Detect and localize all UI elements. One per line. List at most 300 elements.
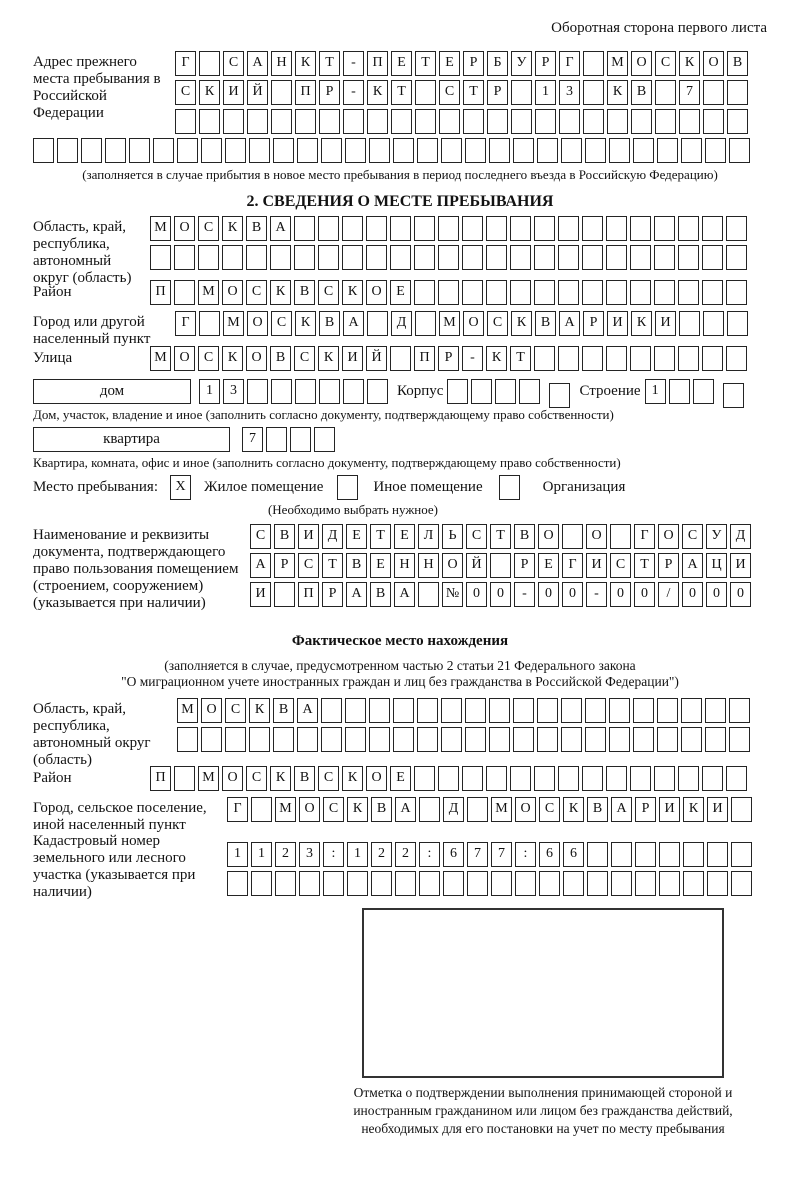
- char-box[interactable]: [323, 871, 344, 896]
- char-box[interactable]: Г: [175, 311, 196, 336]
- char-box[interactable]: [295, 379, 316, 404]
- char-box[interactable]: [606, 766, 627, 791]
- char-box[interactable]: [607, 109, 628, 134]
- char-box[interactable]: А: [346, 582, 367, 607]
- char-box[interactable]: [367, 379, 388, 404]
- char-box[interactable]: И: [298, 524, 319, 549]
- char-box[interactable]: М: [439, 311, 460, 336]
- char-box[interactable]: [606, 346, 627, 371]
- char-box[interactable]: Е: [439, 51, 460, 76]
- char-box[interactable]: [705, 727, 726, 752]
- char-box[interactable]: [702, 766, 723, 791]
- char-box[interactable]: К: [563, 797, 584, 822]
- char-box[interactable]: [225, 138, 246, 163]
- char-box[interactable]: [534, 280, 555, 305]
- char-box[interactable]: №: [442, 582, 463, 607]
- char-box[interactable]: К: [270, 766, 291, 791]
- char-box[interactable]: [447, 379, 468, 404]
- char-box[interactable]: [177, 727, 198, 752]
- char-box[interactable]: С: [466, 524, 487, 549]
- char-box[interactable]: 1: [227, 842, 248, 867]
- char-box[interactable]: [371, 871, 392, 896]
- char-box[interactable]: К: [347, 797, 368, 822]
- char-box[interactable]: 7: [242, 427, 263, 452]
- char-box[interactable]: [438, 245, 459, 270]
- char-box[interactable]: [249, 727, 270, 752]
- char-box[interactable]: С: [198, 216, 219, 241]
- char-box[interactable]: И: [659, 797, 680, 822]
- char-box[interactable]: [266, 427, 287, 452]
- char-box[interactable]: А: [395, 797, 416, 822]
- char-box[interactable]: [582, 216, 603, 241]
- char-box[interactable]: [415, 109, 436, 134]
- char-box[interactable]: [609, 698, 630, 723]
- char-box[interactable]: [659, 842, 680, 867]
- char-box[interactable]: [465, 138, 486, 163]
- char-box[interactable]: [414, 766, 435, 791]
- char-box[interactable]: Е: [391, 51, 412, 76]
- char-box[interactable]: [486, 216, 507, 241]
- char-box[interactable]: Т: [510, 346, 531, 371]
- char-box[interactable]: Й: [247, 80, 268, 105]
- char-box[interactable]: [489, 698, 510, 723]
- char-box[interactable]: [510, 245, 531, 270]
- char-box[interactable]: [678, 216, 699, 241]
- char-box[interactable]: С: [246, 766, 267, 791]
- char-box[interactable]: [367, 311, 388, 336]
- char-box[interactable]: С: [223, 51, 244, 76]
- char-box[interactable]: М: [223, 311, 244, 336]
- char-box[interactable]: К: [222, 216, 243, 241]
- char-box[interactable]: К: [249, 698, 270, 723]
- char-box[interactable]: [343, 379, 364, 404]
- char-box[interactable]: [314, 427, 335, 452]
- char-box[interactable]: О: [174, 346, 195, 371]
- char-box[interactable]: [562, 524, 583, 549]
- char-box[interactable]: [417, 698, 438, 723]
- char-box[interactable]: Р: [463, 51, 484, 76]
- char-box[interactable]: Е: [538, 553, 559, 578]
- char-box[interactable]: :: [323, 842, 344, 867]
- char-box[interactable]: В: [274, 524, 295, 549]
- checkbox-residential[interactable]: X: [170, 475, 191, 500]
- char-box[interactable]: [419, 871, 440, 896]
- char-box[interactable]: [657, 727, 678, 752]
- char-box[interactable]: Г: [634, 524, 655, 549]
- char-box[interactable]: :: [515, 842, 536, 867]
- char-box[interactable]: [702, 346, 723, 371]
- char-box[interactable]: [513, 727, 534, 752]
- char-box[interactable]: [390, 346, 411, 371]
- char-box[interactable]: К: [199, 80, 220, 105]
- char-box[interactable]: [681, 138, 702, 163]
- char-box[interactable]: [727, 311, 748, 336]
- char-box[interactable]: [369, 727, 390, 752]
- char-box[interactable]: О: [442, 553, 463, 578]
- char-box[interactable]: 0: [634, 582, 655, 607]
- char-box[interactable]: [489, 138, 510, 163]
- char-box[interactable]: [366, 245, 387, 270]
- char-box[interactable]: Н: [418, 553, 439, 578]
- char-box[interactable]: Т: [463, 80, 484, 105]
- char-box[interactable]: 1: [535, 80, 556, 105]
- char-box[interactable]: [681, 727, 702, 752]
- char-box[interactable]: [319, 379, 340, 404]
- char-box[interactable]: [393, 727, 414, 752]
- char-box[interactable]: [561, 698, 582, 723]
- char-box[interactable]: К: [295, 311, 316, 336]
- char-box[interactable]: К: [342, 280, 363, 305]
- char-box[interactable]: Т: [634, 553, 655, 578]
- char-box[interactable]: С: [487, 311, 508, 336]
- char-box[interactable]: С: [198, 346, 219, 371]
- char-box[interactable]: Р: [514, 553, 535, 578]
- char-box[interactable]: [731, 842, 752, 867]
- char-box[interactable]: В: [631, 80, 652, 105]
- house-type-box[interactable]: дом: [33, 379, 191, 404]
- char-box[interactable]: [558, 245, 579, 270]
- char-box[interactable]: [654, 766, 675, 791]
- char-box[interactable]: 6: [539, 842, 560, 867]
- char-box[interactable]: [271, 80, 292, 105]
- char-box[interactable]: И: [223, 80, 244, 105]
- char-box[interactable]: [679, 311, 700, 336]
- char-box[interactable]: [251, 871, 272, 896]
- char-box[interactable]: О: [586, 524, 607, 549]
- char-box[interactable]: [414, 245, 435, 270]
- char-box[interactable]: И: [707, 797, 728, 822]
- char-box[interactable]: [297, 138, 318, 163]
- char-box[interactable]: О: [201, 698, 222, 723]
- char-box[interactable]: [486, 280, 507, 305]
- char-box[interactable]: В: [727, 51, 748, 76]
- char-box[interactable]: А: [297, 698, 318, 723]
- char-box[interactable]: [705, 138, 726, 163]
- char-box[interactable]: Е: [370, 553, 391, 578]
- char-box[interactable]: У: [511, 51, 532, 76]
- char-box[interactable]: [563, 871, 584, 896]
- char-box[interactable]: 2: [395, 842, 416, 867]
- char-box[interactable]: [395, 871, 416, 896]
- char-box[interactable]: В: [294, 766, 315, 791]
- char-box[interactable]: О: [366, 766, 387, 791]
- char-box[interactable]: [549, 383, 570, 408]
- char-box[interactable]: [519, 379, 540, 404]
- char-box[interactable]: С: [318, 766, 339, 791]
- char-box[interactable]: [655, 109, 676, 134]
- char-box[interactable]: К: [270, 280, 291, 305]
- char-box[interactable]: О: [299, 797, 320, 822]
- char-box[interactable]: [438, 766, 459, 791]
- char-box[interactable]: Г: [562, 553, 583, 578]
- char-box[interactable]: О: [515, 797, 536, 822]
- char-box[interactable]: В: [273, 698, 294, 723]
- char-box[interactable]: [417, 727, 438, 752]
- char-box[interactable]: И: [342, 346, 363, 371]
- char-box[interactable]: [491, 871, 512, 896]
- char-box[interactable]: [271, 109, 292, 134]
- char-box[interactable]: С: [271, 311, 292, 336]
- char-box[interactable]: :: [419, 842, 440, 867]
- char-box[interactable]: Н: [394, 553, 415, 578]
- char-box[interactable]: 2: [275, 842, 296, 867]
- char-box[interactable]: [246, 245, 267, 270]
- char-box[interactable]: [726, 346, 747, 371]
- char-box[interactable]: [174, 245, 195, 270]
- char-box[interactable]: А: [343, 311, 364, 336]
- char-box[interactable]: [657, 138, 678, 163]
- char-box[interactable]: [486, 245, 507, 270]
- char-box[interactable]: [561, 138, 582, 163]
- char-box[interactable]: [174, 280, 195, 305]
- char-box[interactable]: [321, 138, 342, 163]
- char-box[interactable]: [390, 216, 411, 241]
- char-box[interactable]: [630, 346, 651, 371]
- char-box[interactable]: [489, 727, 510, 752]
- char-box[interactable]: [678, 346, 699, 371]
- char-box[interactable]: Р: [658, 553, 679, 578]
- char-box[interactable]: Т: [490, 524, 511, 549]
- char-box[interactable]: 0: [538, 582, 559, 607]
- char-box[interactable]: 6: [563, 842, 584, 867]
- char-box[interactable]: [726, 216, 747, 241]
- char-box[interactable]: [633, 138, 654, 163]
- char-box[interactable]: [535, 109, 556, 134]
- char-box[interactable]: [295, 109, 316, 134]
- char-box[interactable]: [630, 766, 651, 791]
- char-box[interactable]: [273, 727, 294, 752]
- char-box[interactable]: [537, 138, 558, 163]
- char-box[interactable]: К: [631, 311, 652, 336]
- char-box[interactable]: [297, 727, 318, 752]
- char-box[interactable]: Р: [535, 51, 556, 76]
- char-box[interactable]: [490, 553, 511, 578]
- char-box[interactable]: М: [275, 797, 296, 822]
- char-box[interactable]: [294, 245, 315, 270]
- char-box[interactable]: С: [250, 524, 271, 549]
- char-box[interactable]: [174, 766, 195, 791]
- char-box[interactable]: [462, 766, 483, 791]
- char-box[interactable]: [150, 245, 171, 270]
- char-box[interactable]: Т: [391, 80, 412, 105]
- char-box[interactable]: [683, 842, 704, 867]
- char-box[interactable]: [462, 280, 483, 305]
- char-box[interactable]: [393, 698, 414, 723]
- char-box[interactable]: В: [514, 524, 535, 549]
- char-box[interactable]: [609, 138, 630, 163]
- char-box[interactable]: [583, 80, 604, 105]
- char-box[interactable]: [723, 383, 744, 408]
- char-box[interactable]: [558, 346, 579, 371]
- char-box[interactable]: С: [439, 80, 460, 105]
- char-box[interactable]: О: [222, 766, 243, 791]
- char-box[interactable]: [299, 871, 320, 896]
- char-box[interactable]: В: [346, 553, 367, 578]
- char-box[interactable]: [270, 245, 291, 270]
- char-box[interactable]: [513, 138, 534, 163]
- char-box[interactable]: [537, 698, 558, 723]
- char-box[interactable]: [726, 280, 747, 305]
- char-box[interactable]: 0: [490, 582, 511, 607]
- char-box[interactable]: О: [703, 51, 724, 76]
- char-box[interactable]: [390, 245, 411, 270]
- char-box[interactable]: О: [538, 524, 559, 549]
- char-box[interactable]: [290, 427, 311, 452]
- char-box[interactable]: А: [270, 216, 291, 241]
- char-box[interactable]: [583, 109, 604, 134]
- char-box[interactable]: П: [298, 582, 319, 607]
- char-box[interactable]: О: [463, 311, 484, 336]
- char-box[interactable]: А: [611, 797, 632, 822]
- char-box[interactable]: [515, 871, 536, 896]
- char-box[interactable]: О: [247, 311, 268, 336]
- char-box[interactable]: [633, 698, 654, 723]
- char-box[interactable]: 0: [562, 582, 583, 607]
- char-box[interactable]: С: [294, 346, 315, 371]
- char-box[interactable]: [558, 280, 579, 305]
- char-box[interactable]: [274, 582, 295, 607]
- char-box[interactable]: Д: [391, 311, 412, 336]
- char-box[interactable]: [273, 138, 294, 163]
- char-box[interactable]: Р: [583, 311, 604, 336]
- char-box[interactable]: 3: [223, 379, 244, 404]
- char-box[interactable]: А: [394, 582, 415, 607]
- char-box[interactable]: В: [371, 797, 392, 822]
- char-box[interactable]: [633, 727, 654, 752]
- char-box[interactable]: [611, 871, 632, 896]
- char-box[interactable]: [587, 871, 608, 896]
- char-box[interactable]: Т: [415, 51, 436, 76]
- char-box[interactable]: [467, 871, 488, 896]
- char-box[interactable]: [693, 379, 714, 404]
- char-box[interactable]: [534, 245, 555, 270]
- char-box[interactable]: [175, 109, 196, 134]
- char-box[interactable]: [654, 245, 675, 270]
- checkbox-organization[interactable]: [499, 475, 520, 500]
- char-box[interactable]: [177, 138, 198, 163]
- checkbox-other-premises[interactable]: [337, 475, 358, 500]
- char-box[interactable]: С: [539, 797, 560, 822]
- char-box[interactable]: М: [491, 797, 512, 822]
- char-box[interactable]: К: [679, 51, 700, 76]
- char-box[interactable]: -: [462, 346, 483, 371]
- char-box[interactable]: [369, 698, 390, 723]
- char-box[interactable]: [438, 280, 459, 305]
- char-box[interactable]: [654, 346, 675, 371]
- char-box[interactable]: О: [222, 280, 243, 305]
- char-box[interactable]: В: [535, 311, 556, 336]
- char-box[interactable]: 3: [299, 842, 320, 867]
- char-box[interactable]: [534, 216, 555, 241]
- char-box[interactable]: М: [198, 766, 219, 791]
- char-box[interactable]: [249, 138, 270, 163]
- char-box[interactable]: [510, 216, 531, 241]
- char-box[interactable]: [366, 216, 387, 241]
- char-box[interactable]: [225, 727, 246, 752]
- char-box[interactable]: [703, 109, 724, 134]
- char-box[interactable]: В: [270, 346, 291, 371]
- char-box[interactable]: Р: [438, 346, 459, 371]
- char-box[interactable]: Л: [418, 524, 439, 549]
- char-box[interactable]: К: [511, 311, 532, 336]
- char-box[interactable]: [443, 871, 464, 896]
- char-box[interactable]: [223, 109, 244, 134]
- char-box[interactable]: К: [295, 51, 316, 76]
- char-box[interactable]: О: [658, 524, 679, 549]
- char-box[interactable]: [247, 379, 268, 404]
- char-box[interactable]: М: [607, 51, 628, 76]
- char-box[interactable]: [105, 138, 126, 163]
- char-box[interactable]: [583, 51, 604, 76]
- char-box[interactable]: [201, 727, 222, 752]
- char-box[interactable]: [702, 280, 723, 305]
- char-box[interactable]: [678, 280, 699, 305]
- char-box[interactable]: [582, 766, 603, 791]
- char-box[interactable]: [654, 280, 675, 305]
- char-box[interactable]: [415, 311, 436, 336]
- char-box[interactable]: [227, 871, 248, 896]
- char-box[interactable]: [345, 727, 366, 752]
- char-box[interactable]: /: [658, 582, 679, 607]
- char-box[interactable]: Д: [443, 797, 464, 822]
- char-box[interactable]: [731, 797, 752, 822]
- char-box[interactable]: М: [198, 280, 219, 305]
- char-box[interactable]: Е: [390, 280, 411, 305]
- char-box[interactable]: [558, 216, 579, 241]
- char-box[interactable]: -: [343, 51, 364, 76]
- char-box[interactable]: [657, 698, 678, 723]
- char-box[interactable]: [537, 727, 558, 752]
- char-box[interactable]: [495, 379, 516, 404]
- char-box[interactable]: [606, 245, 627, 270]
- char-box[interactable]: [129, 138, 150, 163]
- char-box[interactable]: Е: [346, 524, 367, 549]
- char-box[interactable]: [153, 138, 174, 163]
- char-box[interactable]: [561, 727, 582, 752]
- char-box[interactable]: К: [486, 346, 507, 371]
- char-box[interactable]: Е: [394, 524, 415, 549]
- char-box[interactable]: 0: [610, 582, 631, 607]
- char-box[interactable]: Н: [271, 51, 292, 76]
- char-box[interactable]: 1: [347, 842, 368, 867]
- char-box[interactable]: [707, 842, 728, 867]
- char-box[interactable]: Й: [366, 346, 387, 371]
- char-box[interactable]: [369, 138, 390, 163]
- char-box[interactable]: Е: [390, 766, 411, 791]
- char-box[interactable]: [345, 138, 366, 163]
- char-box[interactable]: [539, 871, 560, 896]
- char-box[interactable]: [655, 80, 676, 105]
- char-box[interactable]: 3: [559, 80, 580, 105]
- char-box[interactable]: [630, 245, 651, 270]
- char-box[interactable]: [669, 379, 690, 404]
- char-box[interactable]: [419, 797, 440, 822]
- char-box[interactable]: И: [607, 311, 628, 336]
- char-box[interactable]: [631, 109, 652, 134]
- char-box[interactable]: [702, 245, 723, 270]
- char-box[interactable]: [486, 766, 507, 791]
- char-box[interactable]: [414, 280, 435, 305]
- char-box[interactable]: А: [559, 311, 580, 336]
- char-box[interactable]: [681, 698, 702, 723]
- char-box[interactable]: Р: [322, 582, 343, 607]
- char-box[interactable]: М: [150, 216, 171, 241]
- char-box[interactable]: И: [586, 553, 607, 578]
- char-box[interactable]: 0: [682, 582, 703, 607]
- char-box[interactable]: [345, 698, 366, 723]
- char-box[interactable]: [321, 698, 342, 723]
- char-box[interactable]: [318, 245, 339, 270]
